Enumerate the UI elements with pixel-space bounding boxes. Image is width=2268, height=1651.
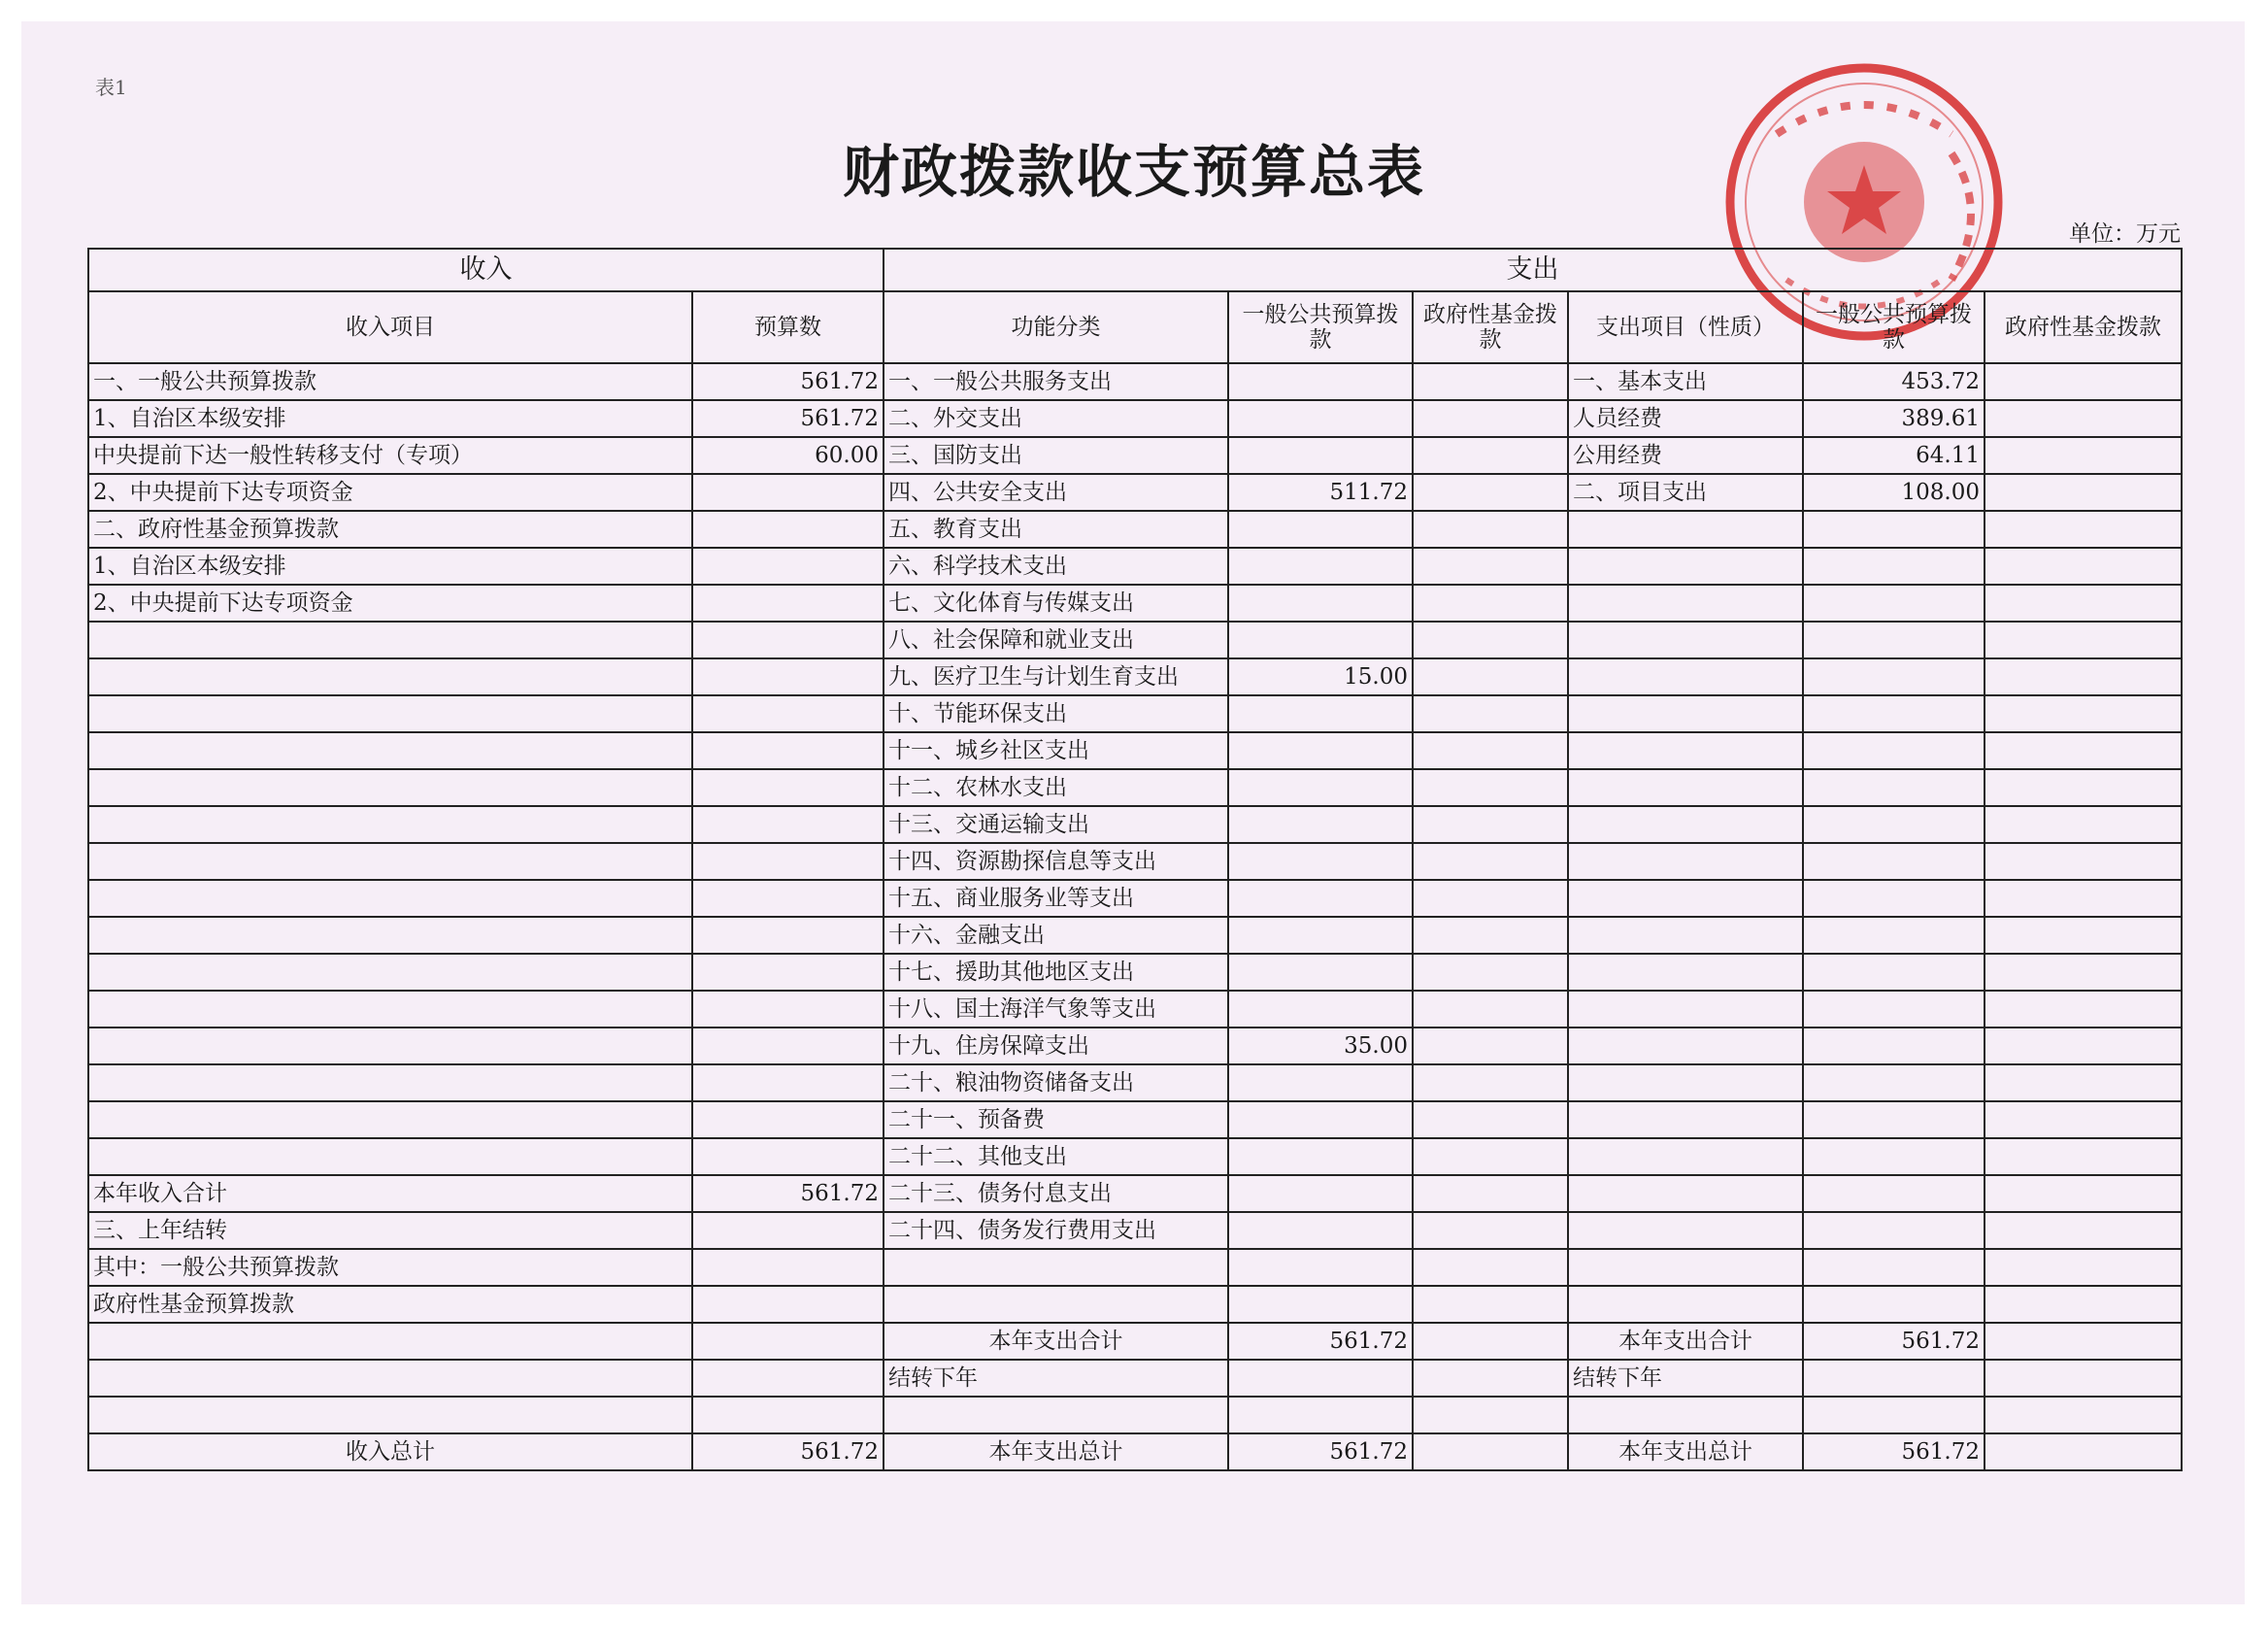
table-row	[88, 1175, 2182, 1212]
expense-gov-cell	[1984, 548, 2182, 585]
income-item-cell: 二、政府性基金预算拨款	[88, 511, 692, 548]
expense-gov-cell	[1984, 732, 2182, 769]
func-general-cell	[1228, 1397, 1413, 1433]
income-item-cell: 2、中央提前下达专项资金	[88, 585, 692, 622]
income-amount-cell	[692, 658, 884, 695]
func-general-cell	[1228, 548, 1413, 585]
expense-general-cell: 389.61	[1803, 400, 1984, 437]
func-general-cell	[1228, 695, 1413, 732]
func-general-cell	[1228, 991, 1413, 1028]
func-general-cell: 35.00	[1228, 1028, 1413, 1064]
expense-general-cell	[1803, 1064, 1984, 1101]
income-amount-cell: 60.00	[692, 437, 884, 474]
income-amount-cell: 561.72	[692, 1433, 884, 1470]
expense-section-header: 支出	[884, 249, 2182, 291]
income-amount-cell	[692, 474, 884, 511]
income-item-cell	[88, 917, 692, 954]
expense-general-cell	[1803, 1360, 1984, 1397]
expense-general-cell: 64.11	[1803, 437, 1984, 474]
income-item-cell: 本年收入合计	[88, 1175, 692, 1212]
func-general-cell	[1228, 954, 1413, 991]
func-gov-cell	[1413, 400, 1568, 437]
income-item-cell: 政府性基金预算拨款	[88, 1286, 692, 1323]
table-row	[88, 880, 2182, 917]
func-gov-cell	[1413, 1175, 1568, 1212]
income-item-cell	[88, 1064, 692, 1101]
expense-general-cell	[1803, 769, 1984, 806]
income-item-cell	[88, 806, 692, 843]
func-general-cell	[1228, 1064, 1413, 1101]
income-amount-cell	[692, 1397, 884, 1433]
income-item-cell: 中央提前下达一般性转移支付（专项）	[88, 437, 692, 474]
func-general-cell	[1228, 511, 1413, 548]
func-gov-cell	[1413, 917, 1568, 954]
func-gov-cell	[1413, 1397, 1568, 1433]
func-gov-cell	[1413, 1286, 1568, 1323]
expense-gov-cell	[1984, 1175, 2182, 1212]
table-row	[88, 1433, 2182, 1470]
expense-item-cell	[1568, 1138, 1803, 1175]
income-amount-cell	[692, 1064, 884, 1101]
income-amount-cell	[692, 1360, 884, 1397]
func-class-cell: 八、社会保障和就业支出	[884, 622, 1228, 658]
expense-item-cell	[1568, 1064, 1803, 1101]
func-class-cell: 本年支出合计	[884, 1323, 1228, 1360]
income-item-cell: 一、一般公共预算拨款	[88, 363, 692, 400]
income-amount-cell	[692, 585, 884, 622]
func-gov-cell	[1413, 1360, 1568, 1397]
expense-general-cell: 561.72	[1803, 1433, 1984, 1470]
expense-gov-cell	[1984, 1212, 2182, 1249]
income-item-cell	[88, 1028, 692, 1064]
expense-gov-cell	[1984, 474, 2182, 511]
func-class-cell	[884, 1397, 1228, 1433]
func-gov-cell	[1413, 695, 1568, 732]
table-row	[88, 585, 2182, 622]
func-general-cell	[1228, 843, 1413, 880]
table-row	[88, 1249, 2182, 1286]
table-row	[88, 622, 2182, 658]
func-gov-cell	[1413, 732, 1568, 769]
income-item-cell	[88, 769, 692, 806]
table-row	[88, 769, 2182, 806]
income-amount-cell	[692, 548, 884, 585]
expense-general-cell	[1803, 1397, 1984, 1433]
income-amount-cell	[692, 1249, 884, 1286]
income-item-cell: 收入总计	[88, 1433, 692, 1470]
expense-gov-cell	[1984, 991, 2182, 1028]
func-gov-cell	[1413, 1249, 1568, 1286]
expense-gov-cell	[1984, 954, 2182, 991]
expense-item-cell: 公用经费	[1568, 437, 1803, 474]
expense-gov-cell	[1984, 658, 2182, 695]
func-gov-cell	[1413, 658, 1568, 695]
expense-item-cell	[1568, 843, 1803, 880]
income-amount-cell	[692, 806, 884, 843]
income-item-cell: 2、中央提前下达专项资金	[88, 474, 692, 511]
func-general-cell	[1228, 1212, 1413, 1249]
expense-gov-cell	[1984, 1360, 2182, 1397]
func-class-cell: 十七、援助其他地区支出	[884, 954, 1228, 991]
income-item-cell	[88, 1101, 692, 1138]
income-amount-cell: 561.72	[692, 363, 884, 400]
income-amount-cell	[692, 1212, 884, 1249]
expense-general-cell	[1803, 695, 1984, 732]
expense-general-cell	[1803, 1175, 1984, 1212]
func-gov-cell	[1413, 954, 1568, 991]
expense-gov-cell	[1984, 1323, 2182, 1360]
func-general-cell	[1228, 400, 1413, 437]
func-class-cell: 本年支出总计	[884, 1433, 1228, 1470]
expense-gov-cell	[1984, 363, 2182, 400]
func-class-cell: 二、外交支出	[884, 400, 1228, 437]
expense-general-cell	[1803, 917, 1984, 954]
income-item-cell	[88, 954, 692, 991]
col-general-budget: 一般公共预算拨款	[1228, 291, 1413, 363]
expense-gov-cell	[1984, 622, 2182, 658]
income-amount-cell	[692, 917, 884, 954]
table-row	[88, 1101, 2182, 1138]
func-class-cell: 四、公共安全支出	[884, 474, 1228, 511]
expense-general-cell	[1803, 548, 1984, 585]
func-class-cell: 九、医疗卫生与计划生育支出	[884, 658, 1228, 695]
expense-gov-cell	[1984, 511, 2182, 548]
table-row	[88, 658, 2182, 695]
func-general-cell	[1228, 363, 1413, 400]
income-item-cell	[88, 695, 692, 732]
expense-item-cell	[1568, 1101, 1803, 1138]
expense-item-cell	[1568, 769, 1803, 806]
income-item-cell	[88, 991, 692, 1028]
expense-general-cell	[1803, 843, 1984, 880]
expense-item-cell: 结转下年	[1568, 1360, 1803, 1397]
table-row	[88, 363, 2182, 400]
func-class-cell: 十二、农林水支出	[884, 769, 1228, 806]
income-item-cell	[88, 622, 692, 658]
expense-general-cell	[1803, 1286, 1984, 1323]
table-row	[88, 695, 2182, 732]
table-row	[88, 511, 2182, 548]
func-general-cell: 15.00	[1228, 658, 1413, 695]
table-row	[88, 1212, 2182, 1249]
expense-general-cell	[1803, 954, 1984, 991]
func-class-cell: 二十四、债务发行费用支出	[884, 1212, 1228, 1249]
func-gov-cell	[1413, 880, 1568, 917]
expense-general-cell	[1803, 991, 1984, 1028]
income-amount-cell	[692, 1138, 884, 1175]
table-row	[88, 1028, 2182, 1064]
func-gov-cell	[1413, 1138, 1568, 1175]
income-amount-cell: 561.72	[692, 1175, 884, 1212]
expense-gov-cell	[1984, 1433, 2182, 1470]
func-general-cell	[1228, 1101, 1413, 1138]
expense-gov-cell	[1984, 1028, 2182, 1064]
expense-general-cell	[1803, 806, 1984, 843]
income-amount-cell	[692, 991, 884, 1028]
func-general-cell	[1228, 917, 1413, 954]
func-general-cell	[1228, 1286, 1413, 1323]
table-row	[88, 917, 2182, 954]
func-general-cell	[1228, 1249, 1413, 1286]
income-amount-cell	[692, 511, 884, 548]
func-gov-cell	[1413, 474, 1568, 511]
expense-item-cell	[1568, 1028, 1803, 1064]
expense-general-cell	[1803, 622, 1984, 658]
func-class-cell: 二十、粮油物资储备支出	[884, 1064, 1228, 1101]
func-gov-cell	[1413, 769, 1568, 806]
expense-item-cell	[1568, 954, 1803, 991]
expense-item-cell	[1568, 548, 1803, 585]
func-gov-cell	[1413, 1028, 1568, 1064]
expense-gov-cell	[1984, 917, 2182, 954]
income-item-cell	[88, 1360, 692, 1397]
expense-general-cell: 561.72	[1803, 1323, 1984, 1360]
expense-general-cell	[1803, 1028, 1984, 1064]
expense-general-cell	[1803, 1138, 1984, 1175]
func-gov-cell	[1413, 548, 1568, 585]
table-row	[88, 806, 2182, 843]
expense-general-cell: 453.72	[1803, 363, 1984, 400]
income-item-cell	[88, 732, 692, 769]
income-item-cell: 1、自治区本级安排	[88, 400, 692, 437]
func-general-cell	[1228, 1138, 1413, 1175]
func-gov-cell	[1413, 1101, 1568, 1138]
func-class-cell: 三、国防支出	[884, 437, 1228, 474]
func-gov-cell	[1413, 363, 1568, 400]
expense-gov-cell	[1984, 437, 2182, 474]
expense-general-cell	[1803, 1101, 1984, 1138]
income-item-cell	[88, 843, 692, 880]
func-general-cell: 511.72	[1228, 474, 1413, 511]
func-class-cell: 结转下年	[884, 1360, 1228, 1397]
income-amount-cell	[692, 695, 884, 732]
table-row	[88, 437, 2182, 474]
func-general-cell	[1228, 622, 1413, 658]
expense-general-cell	[1803, 658, 1984, 695]
section-header-row	[88, 249, 2182, 291]
func-general-cell: 561.72	[1228, 1433, 1413, 1470]
col-gov-fund-2: 政府性基金拨款	[1984, 291, 2182, 363]
expense-item-cell	[1568, 1286, 1803, 1323]
func-class-cell: 十四、资源勘探信息等支出	[884, 843, 1228, 880]
expense-item-cell	[1568, 658, 1803, 695]
func-class-cell	[884, 1286, 1228, 1323]
func-class-cell: 十一、城乡社区支出	[884, 732, 1228, 769]
expense-item-cell: 一、基本支出	[1568, 363, 1803, 400]
table-row	[88, 548, 2182, 585]
table-row	[88, 1360, 2182, 1397]
func-gov-cell	[1413, 991, 1568, 1028]
func-gov-cell	[1413, 1212, 1568, 1249]
expense-gov-cell	[1984, 585, 2182, 622]
expense-gov-cell	[1984, 880, 2182, 917]
column-header-row	[88, 291, 2182, 363]
table-row	[88, 1397, 2182, 1433]
income-amount-cell	[692, 843, 884, 880]
table-row	[88, 1323, 2182, 1360]
expense-item-cell	[1568, 880, 1803, 917]
expense-item-cell	[1568, 1175, 1803, 1212]
func-class-cell: 二十二、其他支出	[884, 1138, 1228, 1175]
func-class-cell: 十八、国土海洋气象等支出	[884, 991, 1228, 1028]
expense-gov-cell	[1984, 843, 2182, 880]
expense-item-cell	[1568, 695, 1803, 732]
func-class-cell: 十三、交通运输支出	[884, 806, 1228, 843]
expense-gov-cell	[1984, 400, 2182, 437]
income-amount-cell	[692, 732, 884, 769]
expense-general-cell	[1803, 1212, 1984, 1249]
unit-label: 单位：万元	[2069, 221, 2181, 247]
table-row	[88, 400, 2182, 437]
expense-item-cell	[1568, 622, 1803, 658]
income-item-cell	[88, 1397, 692, 1433]
func-gov-cell	[1413, 1433, 1568, 1470]
func-class-cell: 十九、住房保障支出	[884, 1028, 1228, 1064]
expense-item-cell: 本年支出总计	[1568, 1433, 1803, 1470]
func-gov-cell	[1413, 806, 1568, 843]
income-item-cell	[88, 880, 692, 917]
expense-gov-cell	[1984, 695, 2182, 732]
col-general-budget-2: 一般公共预算拨款	[1803, 291, 1984, 363]
func-general-cell	[1228, 437, 1413, 474]
expense-general-cell	[1803, 585, 1984, 622]
func-general-cell: 561.72	[1228, 1323, 1413, 1360]
expense-gov-cell	[1984, 806, 2182, 843]
func-class-cell	[884, 1249, 1228, 1286]
income-item-cell	[88, 658, 692, 695]
expense-item-cell	[1568, 732, 1803, 769]
expense-item-cell: 本年支出合计	[1568, 1323, 1803, 1360]
func-gov-cell	[1413, 1064, 1568, 1101]
col-gov-fund: 政府性基金拨款	[1413, 291, 1568, 363]
income-item-cell	[88, 1323, 692, 1360]
income-amount-cell	[692, 880, 884, 917]
income-item-cell: 三、上年结转	[88, 1212, 692, 1249]
table-row	[88, 1064, 2182, 1101]
expense-item-cell	[1568, 991, 1803, 1028]
col-budget-amount: 预算数	[692, 291, 884, 363]
income-section-header: 收入	[88, 249, 884, 291]
func-class-cell: 二十一、预备费	[884, 1101, 1228, 1138]
expense-item-cell	[1568, 917, 1803, 954]
func-general-cell	[1228, 769, 1413, 806]
table-row	[88, 991, 2182, 1028]
expense-item-cell	[1568, 1212, 1803, 1249]
table-row	[88, 474, 2182, 511]
expense-gov-cell	[1984, 1397, 2182, 1433]
expense-general-cell	[1803, 732, 1984, 769]
func-gov-cell	[1413, 1323, 1568, 1360]
income-amount-cell	[692, 954, 884, 991]
func-gov-cell	[1413, 437, 1568, 474]
income-amount-cell: 561.72	[692, 400, 884, 437]
expense-general-cell	[1803, 511, 1984, 548]
income-item-cell: 1、自治区本级安排	[88, 548, 692, 585]
func-class-cell: 五、教育支出	[884, 511, 1228, 548]
table-number: 表1	[95, 76, 127, 99]
income-amount-cell	[692, 1101, 884, 1138]
expense-item-cell	[1568, 585, 1803, 622]
expense-gov-cell	[1984, 1138, 2182, 1175]
income-item-cell: 其中：一般公共预算拨款	[88, 1249, 692, 1286]
expense-item-cell	[1568, 1397, 1803, 1433]
func-class-cell: 十六、金融支出	[884, 917, 1228, 954]
expense-item-cell: 人员经费	[1568, 400, 1803, 437]
table-row	[88, 954, 2182, 991]
col-expense-item: 支出项目（性质）	[1568, 291, 1803, 363]
table-row	[88, 843, 2182, 880]
func-general-cell	[1228, 1360, 1413, 1397]
expense-general-cell	[1803, 880, 1984, 917]
budget-table	[87, 248, 2183, 1471]
expense-item-cell	[1568, 511, 1803, 548]
table-row	[88, 732, 2182, 769]
income-amount-cell	[692, 1323, 884, 1360]
func-general-cell	[1228, 880, 1413, 917]
func-general-cell	[1228, 585, 1413, 622]
expense-item-cell	[1568, 1249, 1803, 1286]
income-amount-cell	[692, 1028, 884, 1064]
func-class-cell: 十、节能环保支出	[884, 695, 1228, 732]
func-gov-cell	[1413, 585, 1568, 622]
table-row	[88, 1286, 2182, 1323]
table-row	[88, 1138, 2182, 1175]
expense-gov-cell	[1984, 1064, 2182, 1101]
func-general-cell	[1228, 1175, 1413, 1212]
income-amount-cell	[692, 1286, 884, 1323]
func-class-cell: 一、一般公共服务支出	[884, 363, 1228, 400]
col-income-item: 收入项目	[88, 291, 692, 363]
expense-general-cell: 108.00	[1803, 474, 1984, 511]
func-class-cell: 二十三、债务付息支出	[884, 1175, 1228, 1212]
expense-item-cell	[1568, 806, 1803, 843]
expense-item-cell: 二、项目支出	[1568, 474, 1803, 511]
page-title: 财政拨款收支预算总表	[842, 139, 1425, 205]
func-class-cell: 七、文化体育与传媒支出	[884, 585, 1228, 622]
expense-gov-cell	[1984, 1249, 2182, 1286]
col-func-class: 功能分类	[884, 291, 1228, 363]
func-class-cell: 六、科学技术支出	[884, 548, 1228, 585]
func-gov-cell	[1413, 622, 1568, 658]
func-general-cell	[1228, 732, 1413, 769]
func-class-cell: 十五、商业服务业等支出	[884, 880, 1228, 917]
expense-gov-cell	[1984, 1101, 2182, 1138]
func-gov-cell	[1413, 843, 1568, 880]
func-general-cell	[1228, 806, 1413, 843]
expense-gov-cell	[1984, 769, 2182, 806]
income-amount-cell	[692, 769, 884, 806]
income-item-cell	[88, 1138, 692, 1175]
func-gov-cell	[1413, 511, 1568, 548]
expense-general-cell	[1803, 1249, 1984, 1286]
expense-gov-cell	[1984, 1286, 2182, 1323]
income-amount-cell	[692, 622, 884, 658]
